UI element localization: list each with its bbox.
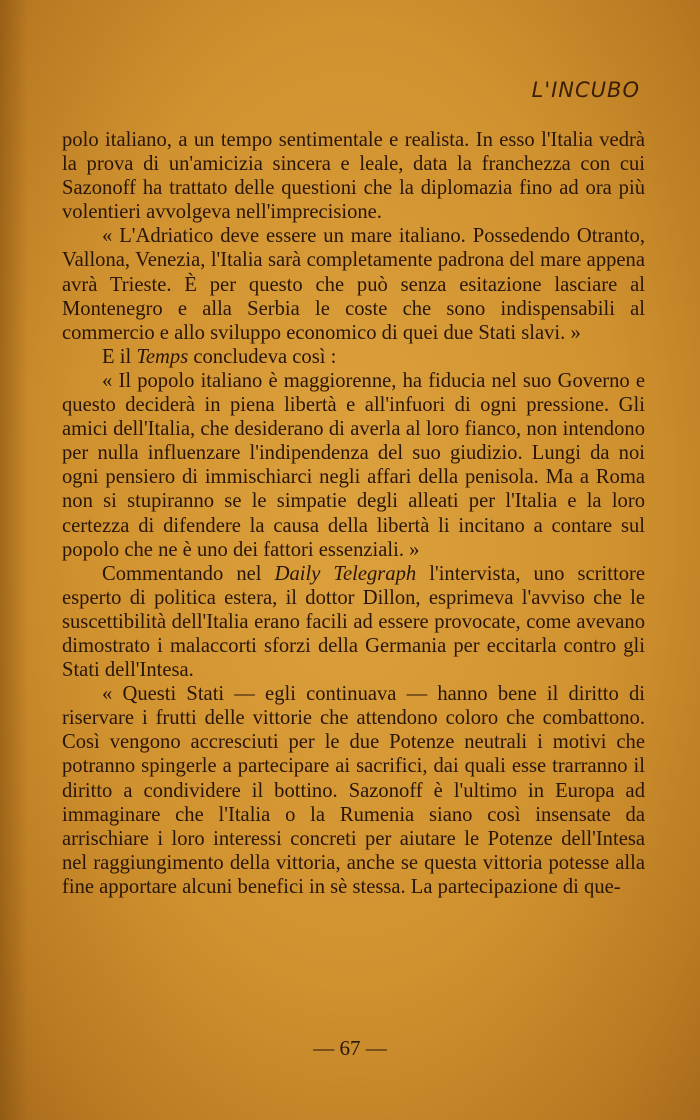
running-head: L'INCUBO: [531, 78, 640, 102]
paragraph-1: polo italiano, a un tempo sentimentale e realista. In esso l'Italia vedrà la prova di un'amicizia sincera e leale, data la franchezza con cui Sazonoff ha trattato delle questioni che la diplomazia fino ad ora più volentieri avvolgeva nell'imprecisione.: [62, 129, 645, 224]
paragraph-5-suffix: l'intervista, uno scrittore esperto di politica estera, il dottor Dillon, esprimeva l'avviso che le suscettibilità dell'Italia erano facili ad essere provocate, come avevano dimostrato i malaccorti sforzi della Germania per eccitarla contro gli Stati dell'Intesa.: [62, 562, 645, 682]
newspaper-title-temps: Temps: [136, 345, 189, 368]
page-edge-shadow: [0, 0, 28, 1120]
paragraph-2: « L'Adriatico deve essere un mare italiano. Possedendo Otranto, Vallona, Venezia, l'Italia sarà completamente padrona del mare appena avrà Trieste. È per questo che può senza esitazione lasciare al Montenegro e alla Serbia le coste che sono indispensabili al commercio e allo sviluppo economico di quei due Stati slavi. »: [62, 225, 645, 344]
paragraph-5-prefix: Commentando nel: [102, 562, 275, 585]
paragraph-5: [62, 562, 645, 682]
paragraph-3-prefix: E il: [102, 345, 137, 368]
paragraph-4: « Il popolo italiano è maggiorenne, ha fiducia nel suo Governo e questo deciderà in piena libertà e all'infuori di ogni pressione. Gli amici dell'Italia, che desiderano di averla al loro fianco, non intendono per nulla influenzare l'indipendenza del suo giudizio. Lungi da noi ogni pensiero di immischiarci negli affari della penisola. Ma a Roma non si stupiranno se le simpatie degli alleati per l'Italia e la loro certezza di difendere la causa della libertà li incitano a contare sul popolo che ne è uno dei fattori essenziali. »: [62, 369, 645, 561]
paragraph-3-suffix: concludeva così :: [188, 345, 337, 368]
paragraph-6: « Questi Stati — egli continuava — hanno bene il diritto di riservare i frutti delle vittorie che attendono coloro che combattono. Così vengono accresciuti per le due Potenze neutrali i motivi che potranno spingerle a partecipare ai sacrifici, dai quali esse trarranno il diritto a condividere il bottino. Sazonoff è l'ultimo in Europa ad immaginare che l'Italia o la Rumenia siano così insensate da arrischiare i loro interessi concreti per aiutare le Potenze dell'Intesa nel raggiungimento della vittoria, anche se questa vittoria potesse alla fine apportare alcuni benefici in sè stessa. La partecipazione di que-: [62, 683, 645, 898]
page-number: — 67 —: [313, 1036, 387, 1060]
body-text: [62, 128, 645, 899]
paragraph-3: [62, 345, 645, 369]
newspaper-title-daily-telegraph: Daily Telegraph: [274, 562, 417, 585]
